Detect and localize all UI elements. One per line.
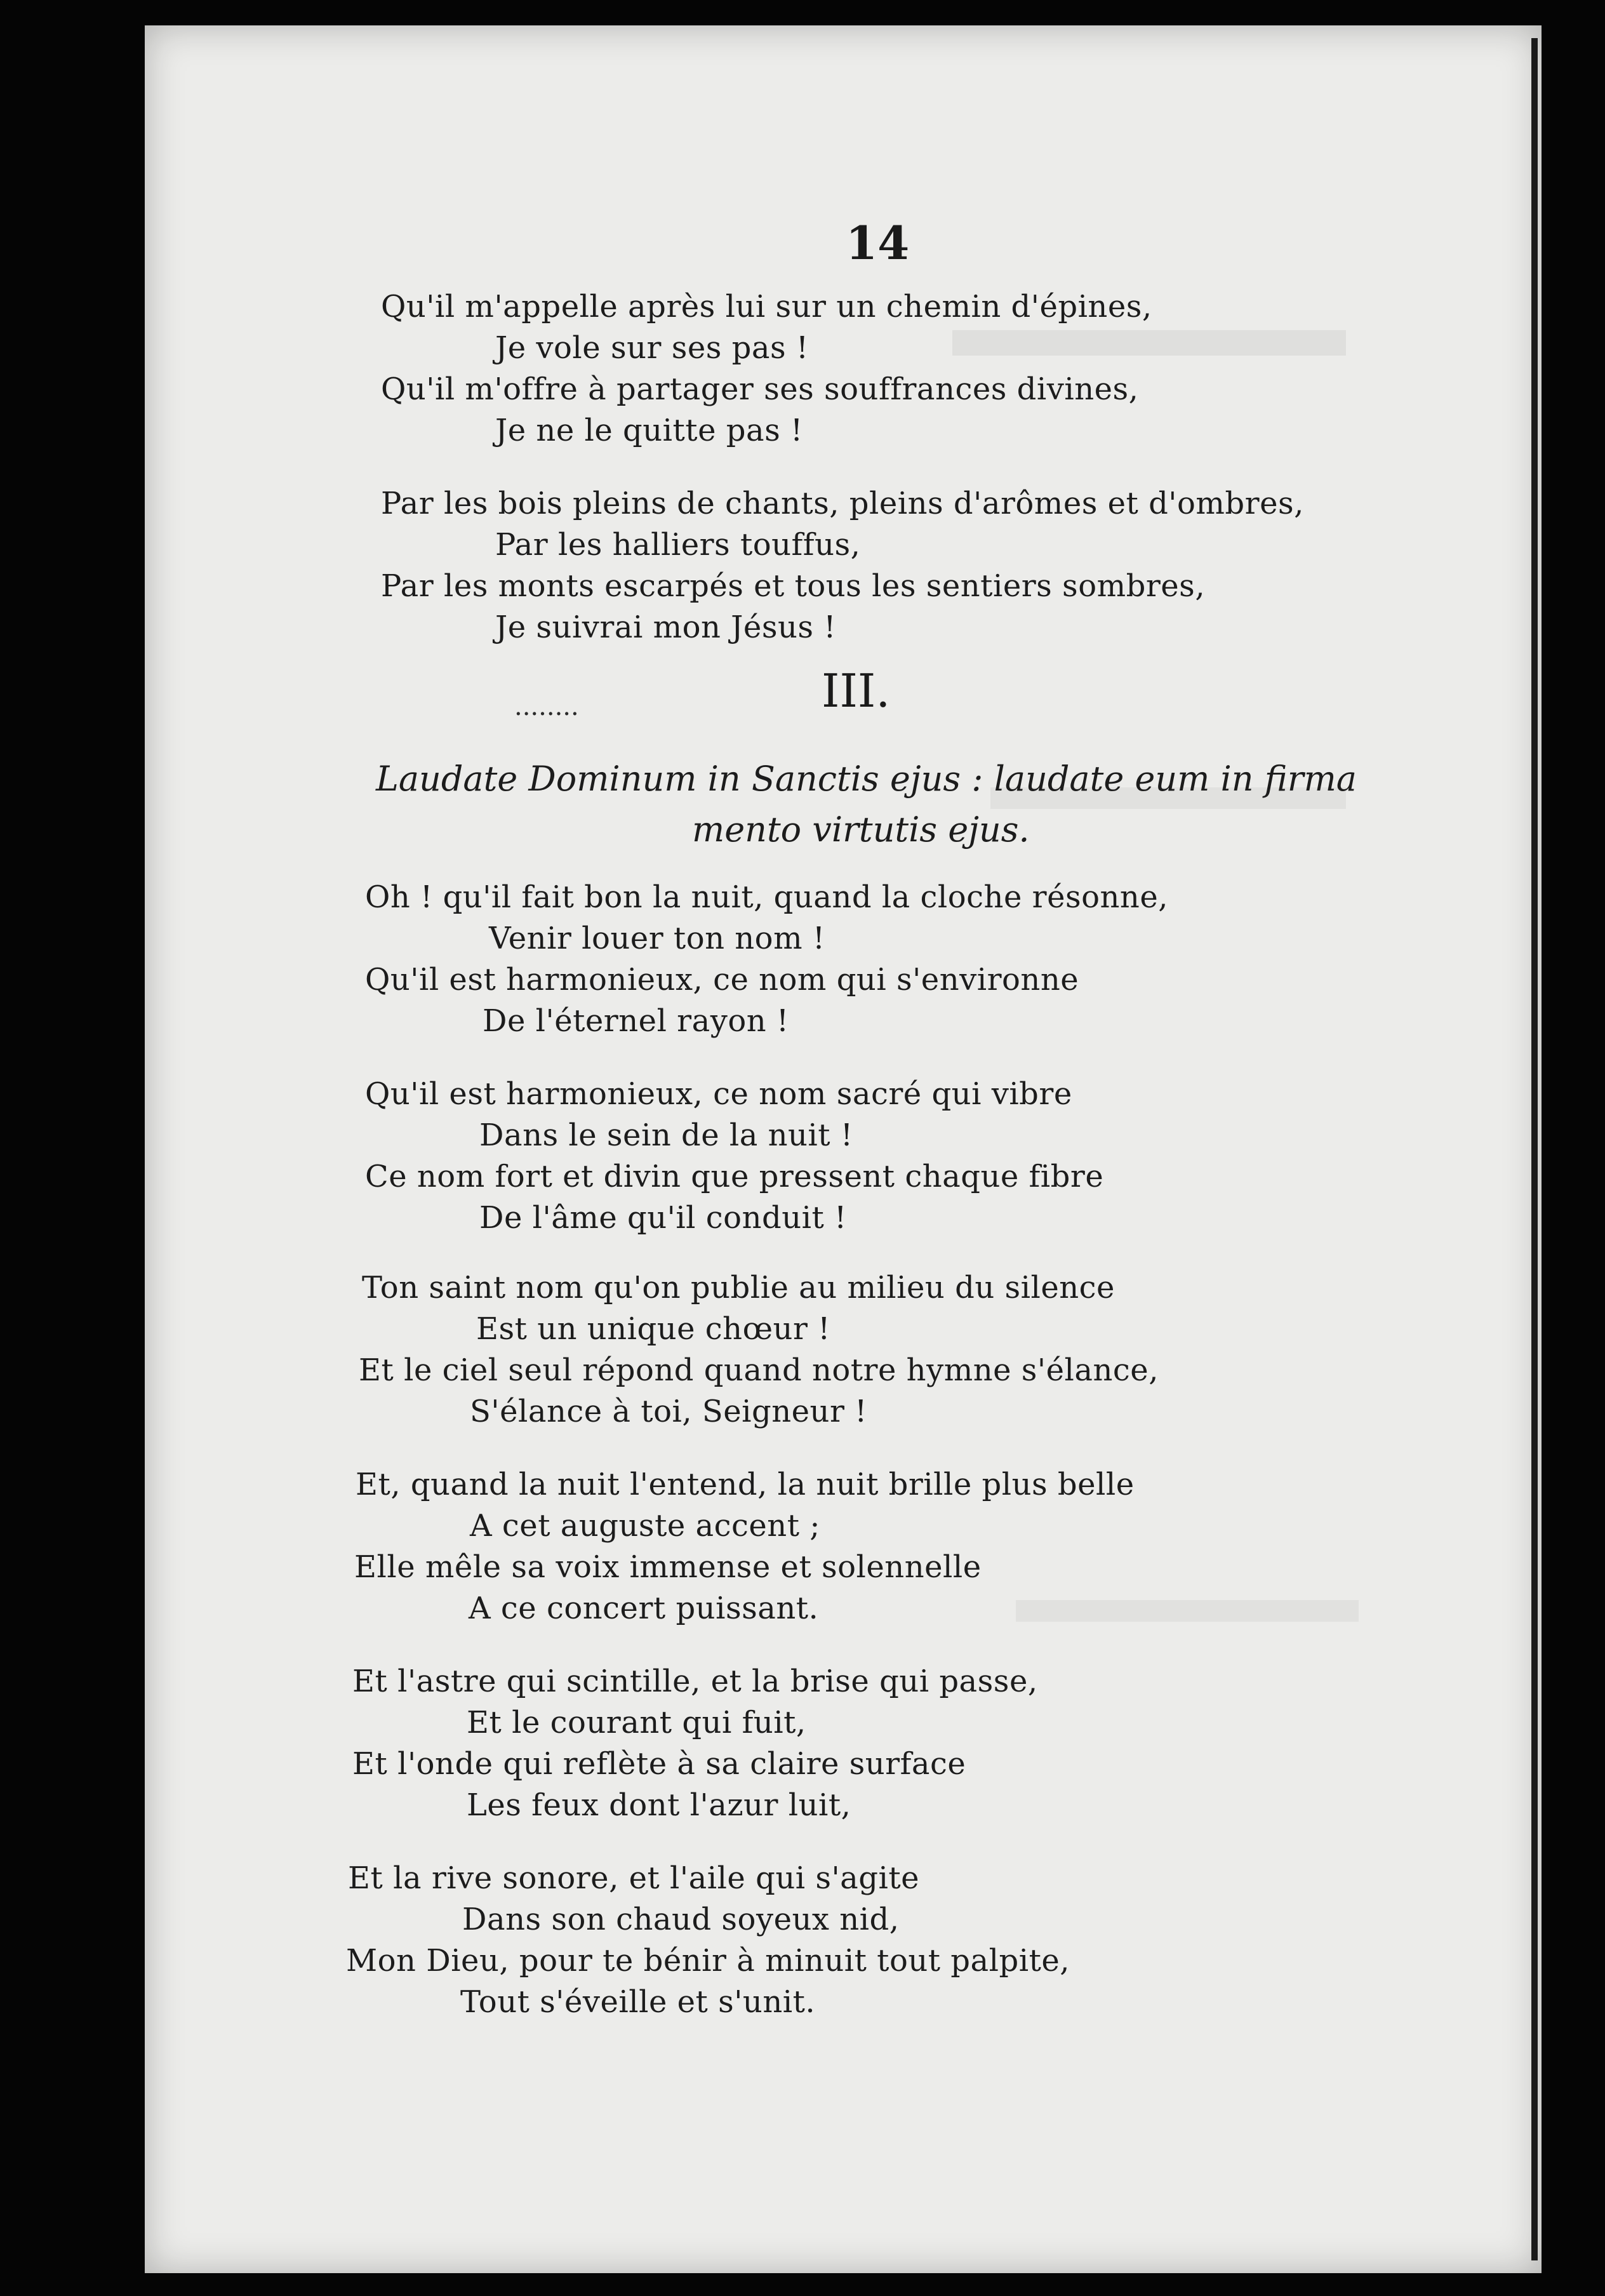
verse-line: Par les monts escarpés et tous les sentiers sombres, — [381, 568, 1206, 604]
verse-line: Qu'il est harmonieux, ce nom qui s'environne — [365, 962, 1079, 998]
verse-line: Les feux dont l'azur luit, — [467, 1787, 851, 1823]
epigraph-line: Laudate Dominum in Sanctis ejus : laudate eum in firma — [376, 759, 1357, 799]
verse-line: Dans le sein de la nuit ! — [479, 1118, 853, 1153]
show-through — [952, 330, 1346, 356]
ellipsis-dots: ........ — [514, 692, 579, 721]
verse-line: Tout s'éveille et s'unit. — [460, 1984, 816, 2020]
verse-line: Ton saint nom qu'on publie au milieu du silence — [362, 1270, 1115, 1305]
verse-line: De l'âme qu'il conduit ! — [479, 1200, 847, 1236]
verse-line: Et le ciel seul répond quand notre hymne s'élance, — [359, 1352, 1159, 1388]
verse-line: Venir louer ton nom ! — [489, 921, 825, 956]
verse-line: Et l'astre qui scintille, et la brise qui passe, — [352, 1664, 1038, 1699]
verse-line: Est un unique chœur ! — [476, 1311, 830, 1347]
verse-line: S'élance à toi, Seigneur ! — [470, 1394, 867, 1429]
page-edge — [1531, 38, 1538, 2260]
verse-line: Qu'il m'offre à partager ses souffrances divines, — [381, 371, 1139, 407]
verse-line: Qu'il est harmonieux, ce nom sacré qui vibre — [365, 1076, 1072, 1112]
verse-line: Elle mêle sa voix immense et solennelle — [354, 1549, 982, 1585]
verse-line: Je vole sur ses pas ! — [495, 330, 809, 366]
verse-line: Dans son chaud soyeux nid, — [462, 1902, 900, 1937]
page-number: 14 — [846, 216, 910, 270]
verse-line: Et le courant qui fuit, — [467, 1705, 806, 1740]
show-through — [1016, 1600, 1359, 1622]
epigraph-line: mento virtutis ejus. — [692, 810, 1030, 850]
scan-border — [1542, 0, 1605, 2296]
verse-line: Je suivrai mon Jésus ! — [495, 610, 837, 645]
verse-line: Ce nom fort et divin que pressent chaque fibre — [365, 1159, 1104, 1194]
verse-line: Par les bois pleins de chants, pleins d'arômes et d'ombres, — [381, 486, 1304, 521]
verse-line: Qu'il m'appelle après lui sur un chemin d'épines, — [381, 289, 1152, 324]
verse-line: Et l'onde qui reflète à sa claire surface — [352, 1746, 966, 1782]
verse-line: Mon Dieu, pour te bénir à minuit tout palpite, — [346, 1943, 1070, 1979]
verse-line: Je ne le quitte pas ! — [495, 413, 803, 448]
verse-line: A ce concert puissant. — [469, 1591, 819, 1626]
section-heading: III. — [822, 664, 891, 718]
verse-line: Oh ! qu'il fait bon la nuit, quand la cloche résonne, — [365, 879, 1169, 915]
verse-line: Et, quand la nuit l'entend, la nuit brille plus belle — [356, 1467, 1135, 1502]
verse-line: Et la rive sonore, et l'aile qui s'agite — [348, 1860, 920, 1896]
verse-line: A cet auguste accent ; — [470, 1508, 820, 1544]
verse-line: De l'éternel rayon ! — [483, 1003, 789, 1039]
verse-line: Par les halliers touffus, — [495, 527, 861, 563]
